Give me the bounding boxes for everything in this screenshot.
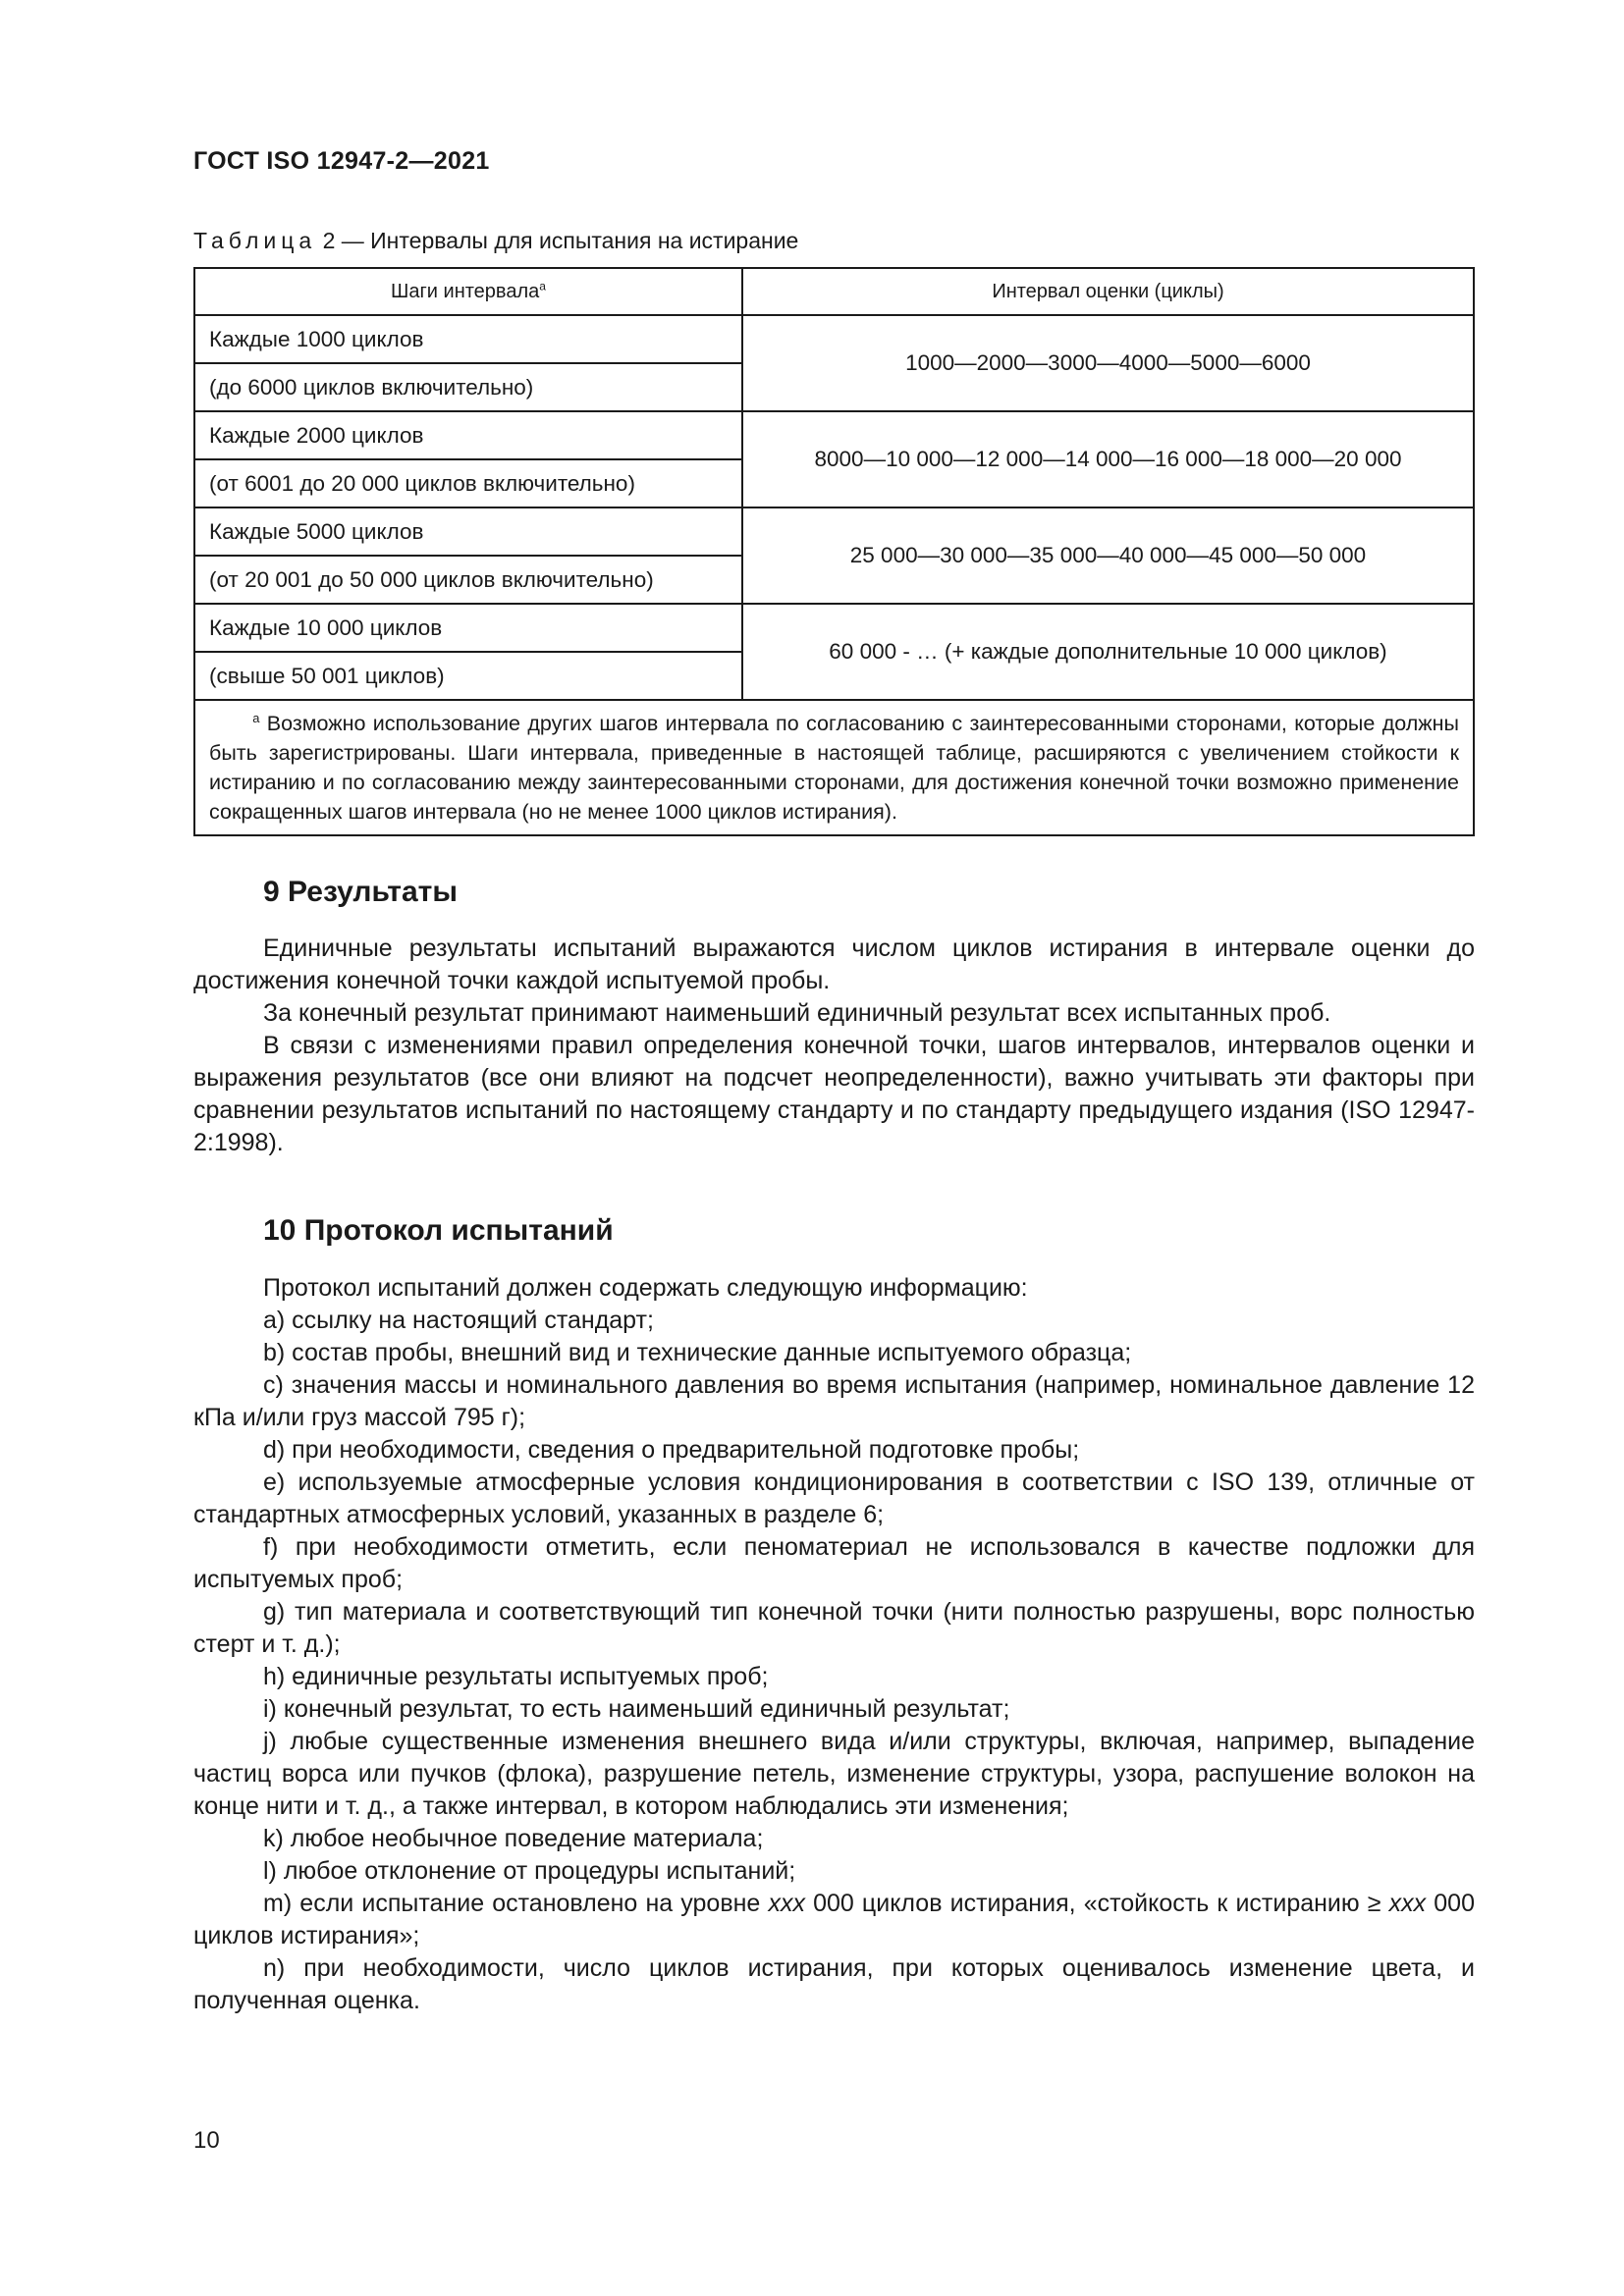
table-row	[194, 507, 1474, 556]
section-10-body	[193, 1272, 1475, 2017]
interval-cell: 60 000 - … (+ каждые дополнительные 10 000 циклов)	[742, 604, 1474, 700]
list-item: h) единичные результаты испытуемых проб;	[263, 1663, 769, 1690]
interval-cell: 25 000—30 000—35 000—40 000—45 000—50 000	[742, 507, 1474, 604]
section-9-body	[193, 933, 1475, 1159]
list-item: i) конечный результат, то есть наименьший единичный результат;	[263, 1695, 1010, 1723]
col2-header: Интервал оценки (циклы)	[742, 268, 1474, 315]
list-item: j) любые существенные изменения внешнего вида и/или структуры, включая, например, выпадение частиц ворса или пучков (флока), разрушение петель, изменение структуры, узора, распушение волокон на конце нити и т. д., а также интервал, в котором наблюдались эти изменения;	[193, 1728, 1475, 1820]
paragraph: В связи с изменениями правил определения конечной точки, шагов интервалов, интервалов оценки и выражения результатов (все они влияют на подсчет неопределенности), важно учитывать эти факторы при сравнении результатов испытаний по настоящему стандарту и по стандарту предыдущего издания (ISO 12947-2:1998).	[193, 1032, 1475, 1156]
list-item: l) любое отклонение от процедуры испытаний;	[263, 1857, 796, 1885]
footnote-text: Возможно использование других шагов интервала по согласованию с заинтересованными сторонами, которые должны быть зарегистрированы. Шаги интервала, приведенные в настоящей таблице, расширяются с увеличением стойкости к истиранию и по согласованию между заинтересованными сторонами, для достижения конечной точки возможно применение сокращенных шагов интервала (но не менее 1000 циклов истирания).	[209, 712, 1459, 824]
section-10-title: 10 Протокол испытаний	[263, 1214, 614, 1247]
table-footnote-row	[194, 700, 1474, 835]
table-caption-text: 2 — Интервалы для испытания на истирание	[322, 228, 799, 253]
range-cell: (от 6001 до 20 000 циклов включительно)	[194, 459, 742, 507]
list-item: c) значения массы и номинального давления во время испытания (например, номинальное давление 12 кПа и/или груз массой 795 г);	[193, 1371, 1475, 1431]
step-cell: Каждые 1000 циклов	[194, 315, 742, 363]
range-cell: (от 20 001 до 50 000 циклов включительно)	[194, 556, 742, 604]
table-row	[194, 315, 1474, 363]
list-item: m) если испытание остановлено на уровне xxx 000 циклов истирания, «стойкость к истиранию ≥ xxx 000 циклов истирания»;	[193, 1890, 1475, 1949]
list-item: f) при необходимости отметить, если пеноматериал не использовался в качестве подложки для испытуемых проб;	[193, 1533, 1475, 1593]
paragraph: Протокол испытаний должен содержать следующую информацию:	[263, 1274, 1028, 1302]
table-row	[194, 411, 1474, 459]
interval-cell: 1000—2000—3000—4000—5000—6000	[742, 315, 1474, 411]
list-item: k) любое необычное поведение материала;	[263, 1825, 764, 1852]
list-item: d) при необходимости, сведения о предварительной подготовке пробы;	[263, 1436, 1080, 1464]
table-caption-prefix: Таблица	[193, 228, 317, 253]
list-item: g) тип материала и соответствующий тип конечной точки (нити полностью разрушены, ворс полностью стерт и т. д.);	[193, 1598, 1475, 1658]
page-number: 10	[193, 2127, 220, 2154]
section-9-title: 9 Результаты	[263, 876, 458, 908]
table-header-row	[194, 268, 1474, 315]
paragraph: За конечный результат принимают наименьший единичный результат всех испытанных проб.	[263, 999, 1331, 1027]
step-cell: Каждые 2000 циклов	[194, 411, 742, 459]
list-item: n) при необходимости, число циклов истирания, при которых оценивалось изменение цвета, и полученная оценка.	[193, 1954, 1475, 2014]
col1-header: Шаги интервала$^a$	[194, 268, 742, 315]
step-cell: Каждые 5000 циклов	[194, 507, 742, 556]
document-header: ГОСТ ISO 12947-2—2021	[193, 147, 490, 175]
table-caption	[193, 228, 798, 254]
table-row	[194, 604, 1474, 652]
range-cell: (свыше 50 001 циклов)	[194, 652, 742, 700]
interval-cell: 8000—10 000—12 000—14 000—16 000—18 000—20 000	[742, 411, 1474, 507]
paragraph: Единичные результаты испытаний выражаются числом циклов истирания в интервале оценки до достижения конечной точки каждой испытуемой пробы.	[193, 934, 1475, 994]
list-item: a) ссылку на настоящий стандарт;	[263, 1307, 654, 1334]
list-item: b) состав пробы, внешний вид и технические данные испытуемого образца;	[263, 1339, 1132, 1366]
range-cell: (до 6000 циклов включительно)	[194, 363, 742, 411]
step-cell: Каждые 10 000 циклов	[194, 604, 742, 652]
intervals-table	[193, 267, 1475, 836]
list-item: e) используемые атмосферные условия кондиционирования в соответствии с ISO 139, отличные от стандартных атмосферных условий, указанных в разделе 6;	[193, 1468, 1475, 1528]
footnote-mark: a	[252, 710, 260, 725]
table-footnote	[194, 700, 1474, 835]
